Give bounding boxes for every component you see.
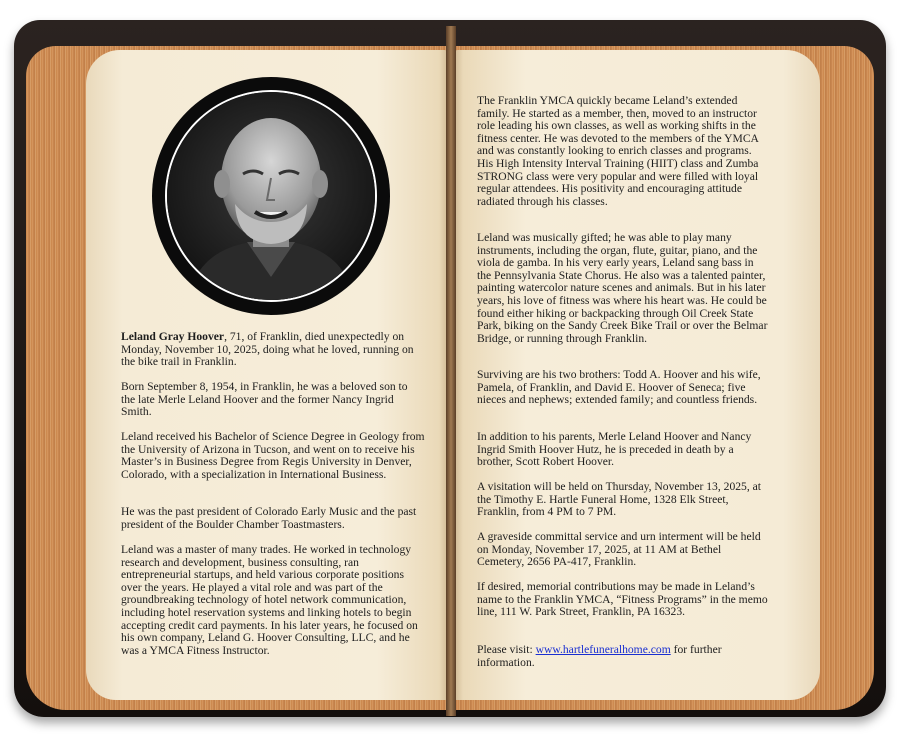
visit-prefix: Please visit: (477, 643, 536, 656)
right-paragraph-7: If desired, memorial contributions may be made in Leland’s name to the Franklin YMCA, “Fitness Programs” in the memo line, 111 W. Park Street, Franklin, PA 16323. (477, 580, 768, 619)
left-paragraph-4: He was the past president of Colorado Early Music and the past president of the Boulder Chamber Toastmasters. (121, 505, 417, 531)
left-paragraph-5: Leland was a master of many trades. He worked in technology research and development, business consulting, ran entrepreneurial startups, and held various corporate positions over the years. He played a vital role and was part of the groundbreaking technology of hotel network communication, including hotel reservation systems and linking hotels to begin accepting credit card payments. In his later years, he focused on his own company, Leland G. Hoover Consulting, LLC, and he was a YMCA Fitness Instructor. (121, 543, 418, 657)
funeral-home-link[interactable]: www.hartlefuneralhome.com (535, 643, 671, 656)
right-paragraph-5: A visitation will be held on Thursday, November 13, 2025, at the Timothy E. Hartle Funeral Home, 1328 Elk Street, Franklin, from 4 PM to 7 PM. (477, 480, 762, 519)
left-paragraph-2: Born September 8, 1954, in Franklin, he was a beloved son to the late Merle Leland Hoover and the former Nancy Ingrid Smith. (121, 380, 408, 419)
portrait-frame (152, 77, 390, 315)
man-portrait-icon (167, 92, 375, 300)
left-paragraph-3: Leland received his Bachelor of Science Degree in Geology from the University of Arizona in Tucson, and went on to receive his Master’s in Business Degree from Regis University in Denver, Colorado, with a specialization in International Business. (121, 430, 425, 481)
portrait-photo (165, 90, 377, 302)
right-paragraph-3: Surviving are his two brothers: Todd A. Hoover and his wife, Pamela, of Franklin, and David E. Hoover of Seneca; five nieces and nephews; extended family; and countless friends. (477, 368, 761, 407)
right-paragraph-2: Leland was musically gifted; he was able to play many instruments, including the organ, flute, guitar, piano, and the viola de gamba. In his very early years, Leland sang bass in the Pennsylvania State Chorus. He also was a talented painter, painting watercolor nature scenes and animals. But in his later years, his love of fitness was where his heart was. He could be found either hiking or backpacking through Oil Creek State Park, biking on the Sandy Creek Bike Trail or over the Belmar Bridge, or running through Franklin. (477, 231, 768, 345)
right-paragraph-1: The Franklin YMCA quickly became Leland’s extended family. He started as a member, then, moved to an instructor role leading his own classes, as well as working shifts in the fitness center. He was devoted to the members of the YMCA and was constantly looking to enrich classes and programs. His High Intensity Interval Training (HIIT) class and Zumba STRONG class were very popular and were filled with loyal regular attendees. His positivity and encouraging attitude radiated through his classes. (477, 94, 759, 208)
right-paragraph-6: A graveside committal service and urn interment will be held on Monday, November 17, 2025, at 11 AM at Bethel Cemetery, 2656 PA-417, Franklin. (477, 530, 761, 569)
book-spine (446, 26, 456, 716)
left-paragraph-1 (121, 331, 426, 369)
right-paragraph-8 (477, 644, 769, 669)
visit-suffix: for further information. (477, 643, 722, 669)
right-paragraph-4: In addition to his parents, Merle Leland Hoover and Nancy Ingrid Smith Hoover Hutz, he is preceded in death by a brother, Scott Robert Hoover. (477, 430, 752, 469)
left-paragraph-1-text: , 71, of Franklin, died unexpectedly on Monday, November 10, 2025, doing what he loved, running on the bike trail in Franklin. (121, 330, 414, 369)
deceased-name: Leland Gray Hoover (121, 330, 225, 343)
